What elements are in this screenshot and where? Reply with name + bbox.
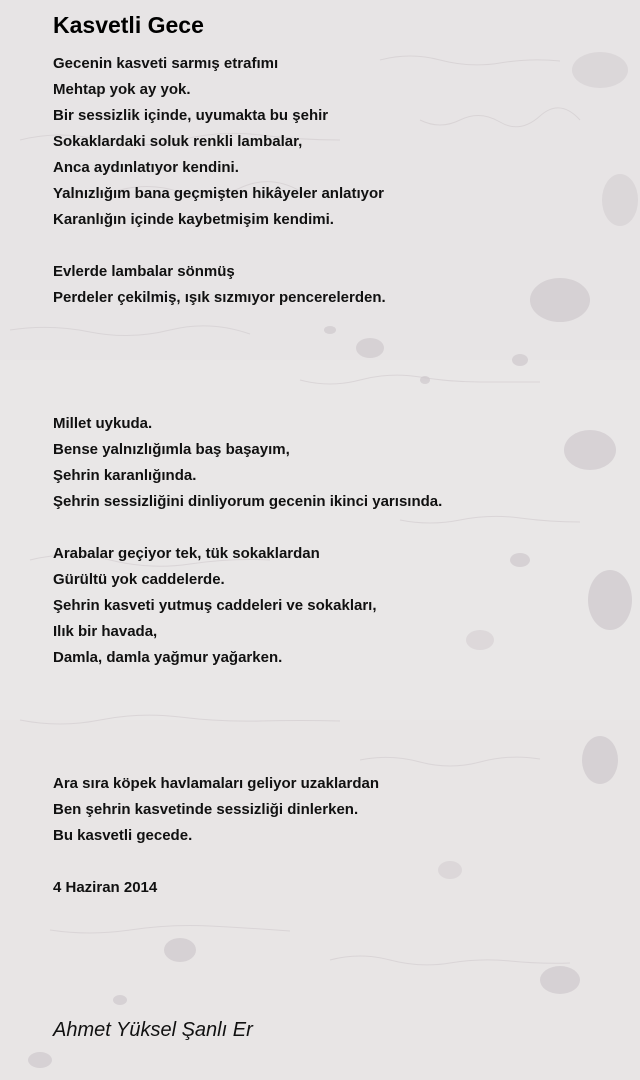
poem-date: 4 Haziran 2014 — [53, 879, 158, 896]
poem-line: Evlerde lambalar sönmüş — [53, 263, 235, 280]
poem-line: Millet uykuda. — [53, 415, 153, 432]
poem-line: Şehrin karanlığında. — [53, 467, 197, 484]
poem-line: Ilık bir havada, — [53, 623, 158, 640]
poem-line: Ben şehrin kasvetinde sessizliği dinlerken. — [53, 801, 359, 818]
poem-title: Kasvetli Gece — [53, 12, 204, 38]
poem-line: Ara sıra köpek havlamaları geliyor uzaklardan — [53, 775, 379, 792]
poem-line: Anca aydınlatıyor kendini. — [53, 159, 239, 176]
poem-line: Yalnızlığım bana geçmişten hikâyeler anlatıyor — [53, 185, 384, 202]
poem-line: Gürültü yok caddelerde. — [53, 571, 225, 588]
poem-line: Şehrin sessizliğini dinliyorum gecenin ikinci yarısında. — [53, 493, 443, 510]
poem-line: Gecenin kasveti sarmış etrafımı — [53, 55, 279, 72]
poem-line: Bir sessizlik içinde, uyumakta bu şehir — [53, 107, 329, 124]
poem-line: Mehtap yok ay yok. — [53, 81, 191, 98]
poem-line: Bu kasvetli gecede. — [53, 827, 193, 844]
poem-line: Bense yalnızlığımla baş başayım, — [53, 441, 290, 458]
poem-line: Arabalar geçiyor tek, tük sokaklardan — [53, 545, 320, 562]
poem-line: Şehrin kasveti yutmuş caddeleri ve sokakları, — [53, 597, 377, 614]
poem-line: Sokaklardaki soluk renkli lambalar, — [53, 133, 303, 150]
poem-line: Damla, damla yağmur yağarken. — [53, 649, 283, 666]
poem-line: Karanlığın içinde kaybetmişim kendimi. — [53, 211, 334, 228]
poem-author: Ahmet Yüksel Şanlı Er — [53, 1019, 253, 1041]
poem-line: Perdeler çekilmiş, ışık sızmıyor pencerelerden. — [53, 289, 386, 306]
